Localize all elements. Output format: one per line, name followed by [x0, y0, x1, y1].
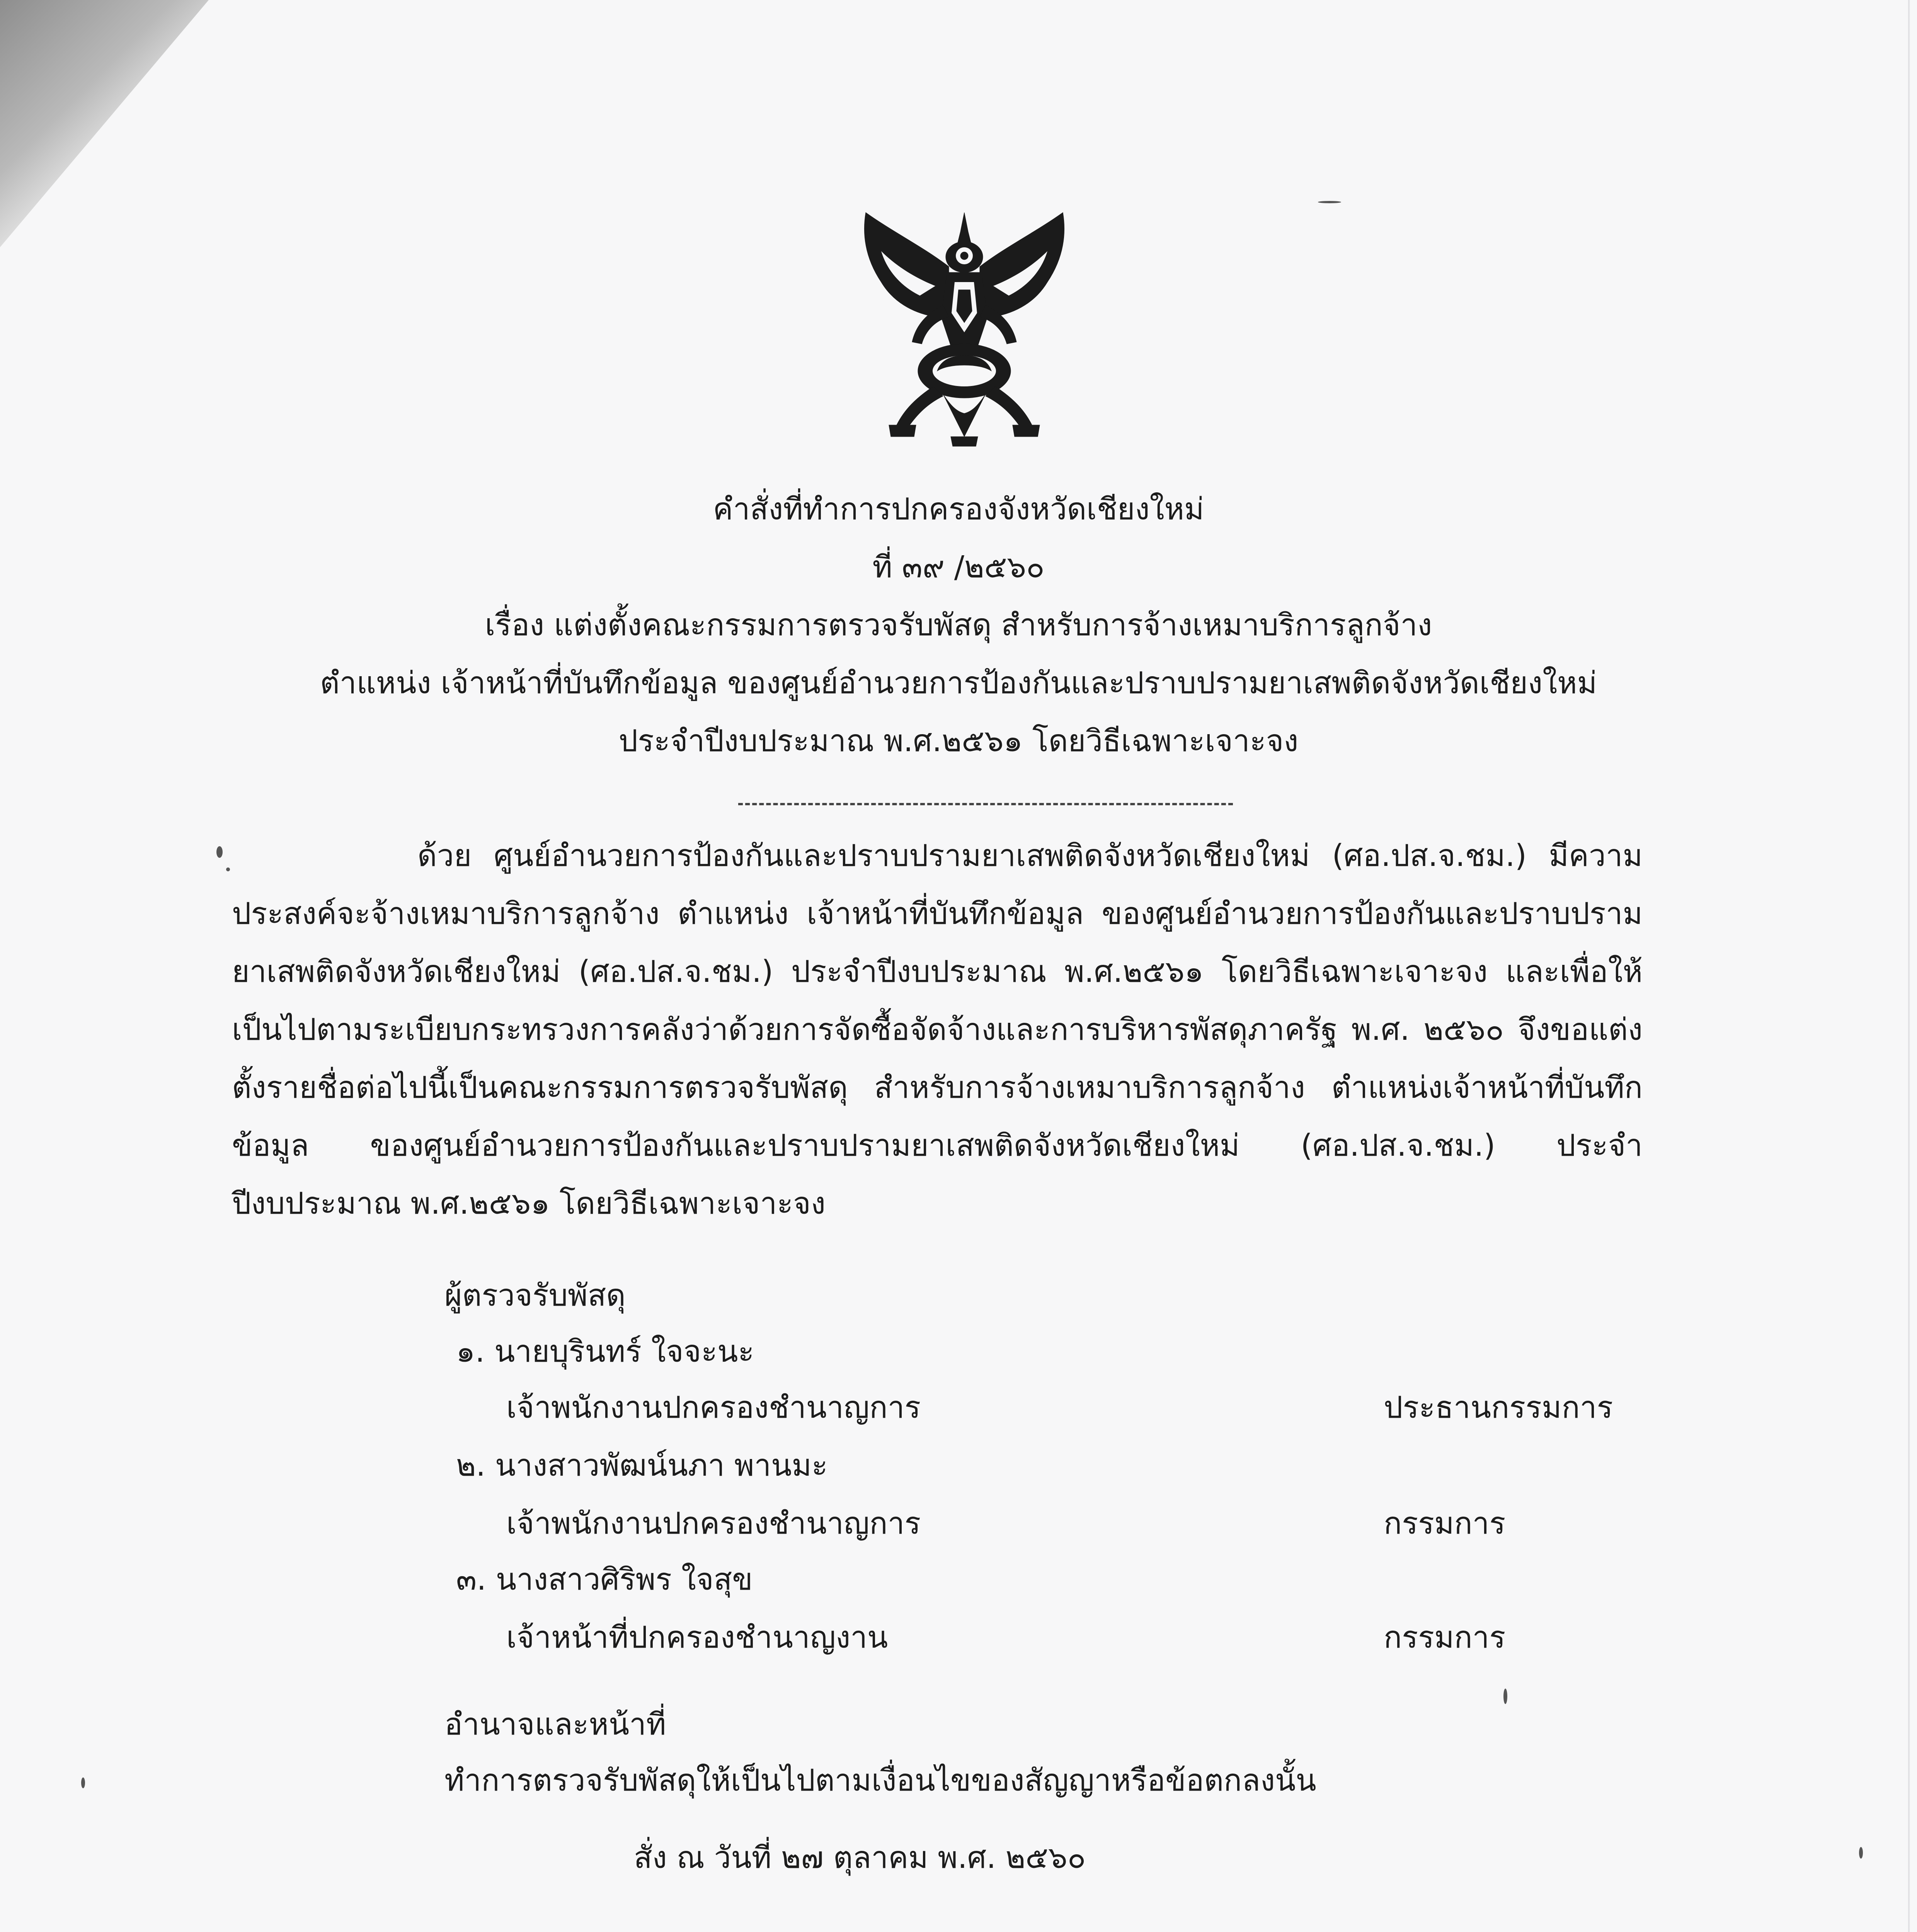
- scan-speck: [216, 846, 223, 858]
- duties-text: ทำการตรวจรับพัสดุให้เป็นไปตามเงื่อนไขของสัญญาหรือข้อตกลงนั้น: [444, 1763, 1316, 1798]
- committee-heading: ผู้ตรวจรับพัสดุ: [444, 1278, 626, 1313]
- scan-edge: [1908, 0, 1910, 1932]
- scan-speck: [1503, 1689, 1507, 1704]
- order-title: คำสั่งที่ทำการปกครองจังหวัดเชียงใหม่: [713, 492, 1204, 527]
- garuda-emblem-icon: [839, 189, 1090, 460]
- order-number: ที่ ๓๙ /๒๕๖๐: [872, 550, 1045, 585]
- duties-heading: อำนาจและหน้าที่: [444, 1707, 666, 1742]
- member-1-role: ประธานกรรมการ: [1384, 1390, 1613, 1425]
- order-date: สั่ง ณ วันที่ ๒๗ ตุลาคม พ.ศ. ๒๕๖๐: [634, 1840, 1086, 1875]
- body-paragraph: ด้วย ศูนย์อำนวยการป้องกันและปราบปรามยาเสพติดจังหวัดเชียงใหม่ (ศอ.ปส.จ.ชม.) มีความประสงค์จะจ้างเหมาบริการลูกจ้าง ตำแหน่ง เจ้าหน้าที่บันทึกข้อมูล ของศูนย์อำนวยการป้องกันและปราบปรามยาเสพติดจังหวัดเชียงใหม่ (ศอ.ปส.จ.ชม.) ประจำปีงบประมาณ พ.ศ.๒๕๖๑ โดยวิธีเฉพาะเจาะจง และเพื่อให้เป็นไปตามระเบียบกระทรวงการคลังว่าด้วยการจัดซื้อจัดจ้างและการบริหารพัสดุภาครัฐ พ.ศ. ๒๕๖๐ จึงขอแต่งตั้งรายชื่อต่อไปนี้เป็นคณะกรรมการตรวจรับพัสดุ สำหรับการจ้างเหมาบริการลูกจ้าง ตำแหน่งเจ้าหน้าที่บันทึกข้อมูล ของศูนย์อำนวยการป้องกันและปราบปรามยาเสพติดจังหวัดเชียงใหม่ (ศอ.ปส.จ.ชม.) ประจำปีงบประมาณ พ.ศ.๒๕๖๑ โดยวิธีเฉพาะเจาะจง: [232, 838, 1643, 1221]
- member-3-name: ๓. นางสาวศิริพร ใจสุข: [456, 1562, 753, 1597]
- member-1-name: ๑. นายบุรินทร์ ใจจะนะ: [456, 1334, 754, 1369]
- dashed-divider: [738, 803, 1233, 805]
- scan-speck: [226, 867, 230, 871]
- member-2-position: เจ้าพนักงานปกครองชำนาญการ: [506, 1506, 921, 1541]
- scan-corner-fold: [0, 0, 209, 247]
- scan-speck: [1318, 201, 1341, 203]
- member-2-role: กรรมการ: [1384, 1506, 1506, 1541]
- scan-speck: [81, 1777, 85, 1788]
- member-3-position: เจ้าหน้าที่ปกครองชำนาญงาน: [506, 1620, 888, 1655]
- scan-speck: [1859, 1847, 1863, 1859]
- member-2-name: ๒. นางสาวพัฒน์นภา พานมะ: [456, 1448, 828, 1483]
- member-3-role: กรรมการ: [1384, 1620, 1506, 1655]
- order-subject-line-3: ประจำปีงบประมาณ พ.ศ.๒๕๖๑ โดยวิธีเฉพาะเจาะจง: [618, 724, 1299, 759]
- member-1-position: เจ้าพนักงานปกครองชำนาญการ: [506, 1390, 921, 1425]
- order-subject-line-2: ตำแหน่ง เจ้าหน้าที่บันทึกข้อมูล ของศูนย์อำนวยการป้องกันและปราบปรามยาเสพติดจังหวัดเชียงใหม่: [320, 666, 1597, 701]
- order-subject-line-1: เรื่อง แต่งตั้งคณะกรรมการตรวจรับพัสดุ สำหรับการจ้างเหมาบริการลูกจ้าง: [485, 608, 1432, 643]
